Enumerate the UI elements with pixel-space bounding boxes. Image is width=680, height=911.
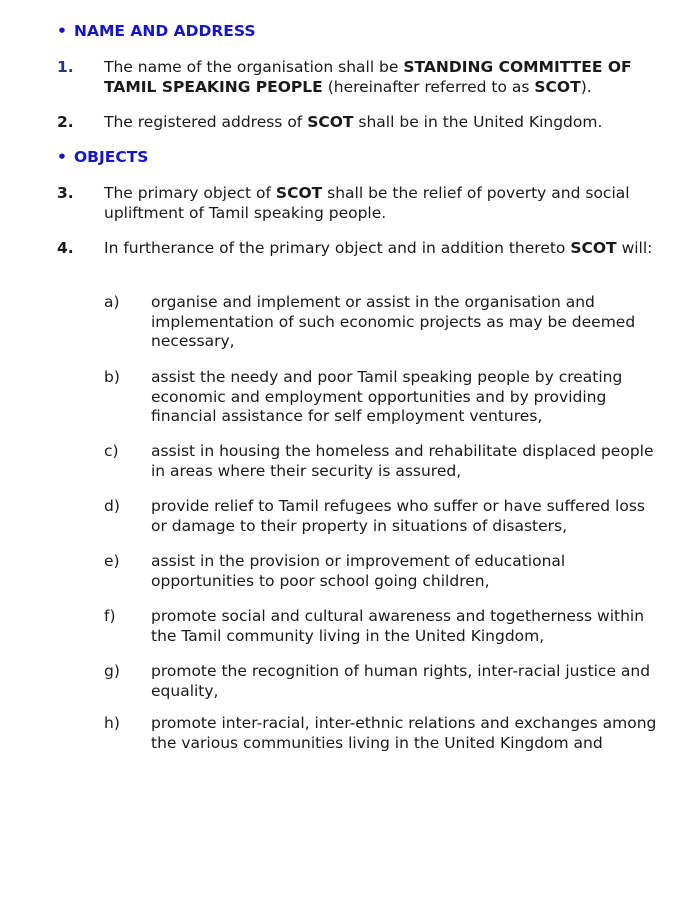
clause-text: The registered address of SCOT shall be in the United Kingdom.: [104, 113, 603, 131]
organisation-abbrev: SCOT: [534, 77, 581, 96]
clause-3: [57, 184, 657, 223]
item-letter: b): [104, 368, 120, 386]
organisation-abbrev: SCOT: [307, 113, 354, 131]
bullet-icon: •: [57, 148, 67, 166]
list-item-d: [104, 497, 660, 536]
clause-1: [57, 58, 657, 97]
list-item-b: [104, 368, 660, 427]
item-text: assist in housing the homeless and rehabilitate displaced people in areas where their security is assured,: [151, 442, 654, 480]
item-letter: d): [104, 497, 120, 515]
item-text: promote social and cultural awareness and togetherness within the Tamil community living in the United Kingdom,: [151, 607, 645, 645]
item-text: assist the needy and poor Tamil speaking people by creating economic and employment opportunities and by providing financial assistance for self employment ventures,: [151, 368, 623, 425]
item-text: assist in the provision or improvement of educational opportunities to poor school going children,: [151, 552, 566, 590]
clause-number: 1.: [57, 58, 74, 76]
bullet-icon: •: [57, 22, 67, 40]
clause-text: The primary object of SCOT shall be the relief of poverty and social upliftment of Tamil speaking people.: [104, 184, 630, 222]
list-item-a: [104, 293, 660, 352]
list-item-f: [104, 607, 660, 646]
item-text: promote the recognition of human rights, inter-racial justice and equality,: [151, 662, 651, 700]
clause-number: 4.: [57, 239, 74, 257]
section-title: OBJECTS: [74, 148, 149, 166]
item-letter: e): [104, 552, 120, 570]
item-text: organise and implement or assist in the organisation and implementation of such economic projects as may be deemed necessary,: [151, 293, 636, 350]
clause-text: In furtherance of the primary object and in addition thereto SCOT will:: [104, 239, 653, 257]
item-text: provide relief to Tamil refugees who suffer or have suffered loss or damage to their property in situations of disasters,: [151, 497, 645, 535]
item-letter: h): [104, 714, 120, 732]
item-letter: a): [104, 293, 120, 311]
item-text: promote inter-racial, inter-ethnic relations and exchanges among the various communities living in the United Kingdom and: [151, 714, 657, 752]
clause-number: 2.: [57, 113, 74, 131]
organisation-abbrev: SCOT: [570, 239, 617, 257]
clause-2: [57, 113, 657, 133]
clause-text: The name of the organisation shall be STANDING COMMITTEE OF TAMIL SPEAKING PEOPLE (hereinafter referred to as SCOT).: [104, 58, 632, 96]
list-item-h: [104, 714, 660, 753]
list-item-c: [104, 442, 660, 481]
clause-number: 3.: [57, 184, 74, 202]
section-heading-objects: [57, 148, 148, 168]
item-letter: g): [104, 662, 120, 680]
organisation-name: STANDING COMMITTEE OF TAMIL SPEAKING PEOPLE: [104, 58, 632, 96]
item-letter: c): [104, 442, 119, 460]
section-title: NAME AND ADDRESS: [74, 22, 256, 40]
clause-4: [57, 239, 657, 259]
item-letter: f): [104, 607, 116, 625]
section-heading-name-and-address: [57, 22, 256, 42]
list-item-g: [104, 662, 660, 701]
organisation-abbrev: SCOT: [275, 184, 323, 202]
list-item-e: [104, 552, 660, 591]
